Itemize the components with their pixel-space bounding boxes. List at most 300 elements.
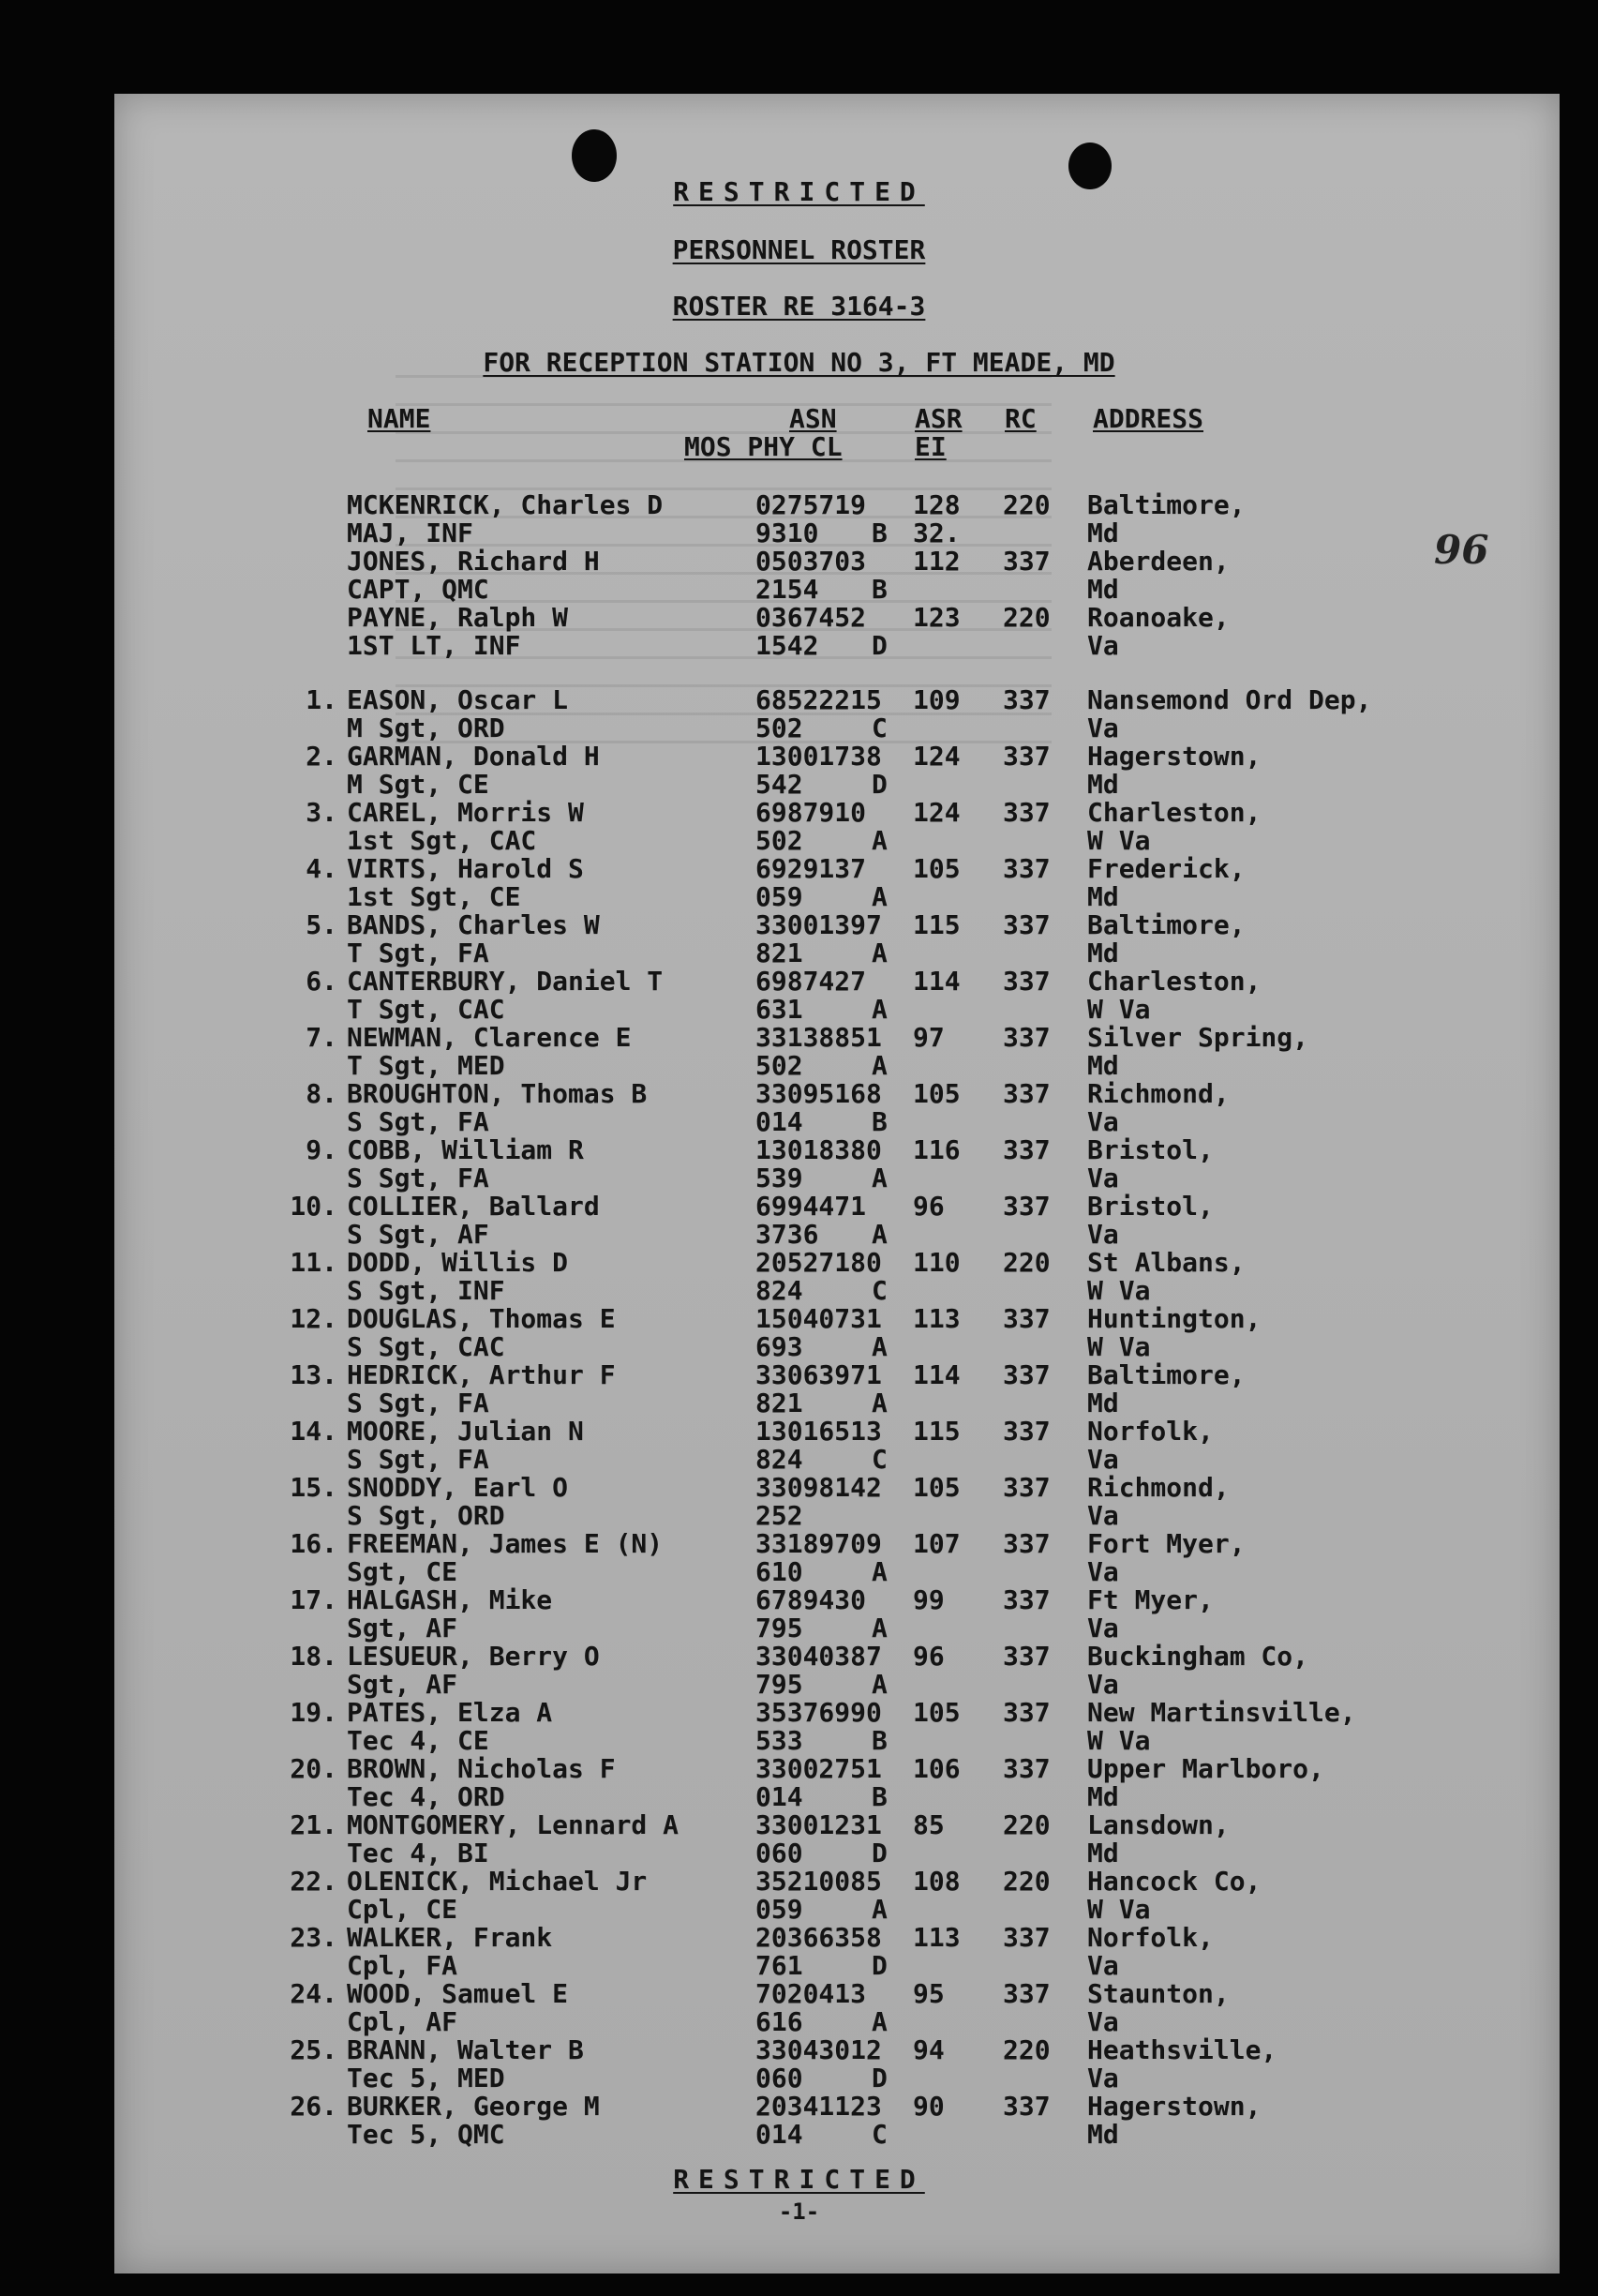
entry-name: DOUGLAS, Thomas E (347, 1303, 616, 1334)
col-header-name: NAME (367, 403, 431, 434)
entry-address-line1: New Martinsville, (1087, 1697, 1356, 1728)
entry-mos: 502 (755, 825, 803, 856)
entry-asr: 115 (913, 909, 961, 940)
entry-name: EASON, Oscar L (347, 684, 569, 715)
entry-rank-branch: Sgt, AF (347, 1613, 458, 1643)
entry-rank-branch: S Sgt, FA (347, 1163, 489, 1193)
entry-rc: 337 (1003, 1753, 1051, 1784)
entry-number: 20. (290, 1753, 337, 1784)
entry-asr: 105 (913, 1472, 961, 1503)
entry-number: 23. (290, 1922, 337, 1953)
entry-name: PATES, Elza A (347, 1697, 553, 1728)
entry-class: A (872, 1219, 888, 1250)
entry-address-line2: Va (1087, 1500, 1119, 1531)
col-header-rc: RC (1005, 403, 1037, 434)
entry-address-line2: Md (1087, 1838, 1119, 1868)
entry-mos: 502 (755, 713, 803, 743)
entry-rc: 337 (1003, 1359, 1051, 1390)
entry-address-line1: Heathsville, (1087, 2034, 1277, 2065)
roster-entry (0, 968, 1598, 1024)
entry-class: D (872, 769, 888, 800)
entry-mos: 502 (755, 1050, 803, 1081)
entry-class: C (872, 2119, 888, 2150)
entry-asr: 112 (913, 546, 961, 577)
entry-class: C (872, 1275, 888, 1306)
entry-address-line2: Md (1087, 518, 1119, 548)
entry-address-line1: Hagerstown, (1087, 2091, 1262, 2122)
entry-number: 5. (306, 909, 337, 940)
entry-rc: 337 (1003, 909, 1051, 940)
entry-rank-branch: Tec 5, QMC (347, 2119, 505, 2150)
entry-number: 22. (290, 1866, 337, 1897)
entry-class: D (872, 1838, 888, 1868)
entry-address-line2: Va (1087, 630, 1119, 661)
entry-name: NEWMAN, Clarence E (347, 1022, 632, 1053)
entry-asr: 114 (913, 966, 961, 997)
roster-entry (0, 1361, 1598, 1418)
entry-asr: 115 (913, 1416, 961, 1447)
roster-entry (0, 1868, 1598, 1924)
entry-rc: 220 (1003, 1866, 1051, 1897)
entry-number: 26. (290, 2091, 337, 2122)
entry-asn: 33095168 (755, 1078, 882, 1109)
entry-mos: 3736 (755, 1219, 819, 1250)
roster-entry (0, 1755, 1598, 1811)
entry-mos: 252 (755, 1500, 803, 1531)
entry-class: A (872, 1613, 888, 1643)
entry-address-line2: Md (1087, 881, 1119, 912)
entry-asn: 13001738 (755, 741, 882, 772)
entry-rank-branch: T Sgt, CAC (347, 994, 505, 1025)
roster-entry (0, 911, 1598, 968)
entry-asn: 33098142 (755, 1472, 882, 1503)
entry-rank-branch: Cpl, FA (347, 1950, 458, 1981)
entry-asn: 35210085 (755, 1866, 882, 1897)
entry-asn: 15040731 (755, 1303, 882, 1334)
entry-address-line2: Va (1087, 1950, 1119, 1981)
entry-number: 10. (290, 1191, 337, 1222)
entry-address-line1: Buckingham Co, (1087, 1641, 1309, 1672)
entry-asr: 94 (913, 2034, 945, 2065)
entry-mos: 014 (755, 2119, 803, 2150)
roster-entry (0, 1193, 1598, 1249)
entry-rc: 337 (1003, 1303, 1051, 1334)
entry-rank-branch: Sgt, AF (347, 1669, 458, 1700)
entry-address-line1: Charleston, (1087, 966, 1262, 997)
entry-address-line2: Va (1087, 1556, 1119, 1587)
entry-asn: 7020413 (755, 1978, 867, 2009)
roster-entry (0, 1699, 1598, 1755)
entry-address-line1: Bristol, (1087, 1191, 1214, 1222)
entry-class: B (872, 1106, 888, 1137)
entry-name: MONTGOMERY, Lennard A (347, 1809, 680, 1840)
entry-mos: 9310 (755, 518, 819, 548)
entry-mos: 1542 (755, 630, 819, 661)
entry-asn: 35376990 (755, 1697, 882, 1728)
entry-rank-branch: S Sgt, ORD (347, 1500, 505, 1531)
entry-rank-branch: CAPT, QMC (347, 574, 489, 605)
roster-entry (0, 1418, 1598, 1474)
entry-mos: 542 (755, 769, 803, 800)
entry-class: A (872, 1331, 888, 1362)
entry-address-line2: W Va (1087, 1725, 1151, 1756)
entry-mos: 795 (755, 1613, 803, 1643)
entry-address-line1: Silver Spring, (1087, 1022, 1309, 1053)
entry-address-line1: Charleston, (1087, 797, 1262, 828)
entry-number: 3. (306, 797, 337, 828)
entry-mos: 533 (755, 1725, 803, 1756)
entry-address-line1: Baltimore, (1087, 909, 1246, 940)
entry-number: 25. (290, 2034, 337, 2065)
entry-asn: 0275719 (755, 489, 867, 520)
entry-address-line2: W Va (1087, 1894, 1151, 1925)
roster-entry (0, 1530, 1598, 1586)
entry-number: 13. (290, 1359, 337, 1390)
entry-address-line1: Bristol, (1087, 1134, 1214, 1165)
entry-mos: 795 (755, 1669, 803, 1700)
entry-name: DODD, Willis D (347, 1247, 569, 1278)
entry-rc: 220 (1003, 1247, 1051, 1278)
entry-number: 19. (290, 1697, 337, 1728)
entry-rank-branch: 1st Sgt, CE (347, 881, 521, 912)
roster-entry (0, 1586, 1598, 1643)
entry-class: B (872, 518, 888, 548)
roster-entry (0, 799, 1598, 855)
col-header-ei: EI (915, 431, 947, 462)
entry-asr: 105 (913, 1078, 961, 1109)
entry-asr: 128 (913, 489, 961, 520)
entry-asr: 124 (913, 741, 961, 772)
entry-name: LESUEUR, Berry O (347, 1641, 600, 1672)
roster-entry (0, 1474, 1598, 1530)
entry-asr: 113 (913, 1922, 961, 1953)
entry-asr: 96 (913, 1641, 945, 1672)
entry-address-line1: Norfolk, (1087, 1416, 1214, 1447)
entry-rank-branch: S Sgt, FA (347, 1106, 489, 1137)
entry-name: VIRTS, Harold S (347, 853, 584, 884)
entry-rc: 337 (1003, 1922, 1051, 1953)
entry-rank-branch: S Sgt, AF (347, 1219, 489, 1250)
entry-rc: 337 (1003, 966, 1051, 997)
entry-mos: 2154 (755, 574, 819, 605)
entry-asn: 33043012 (755, 2034, 882, 2065)
entry-rank-branch: S Sgt, FA (347, 1444, 489, 1475)
entry-number: 16. (290, 1528, 337, 1559)
entry-asn: 6994471 (755, 1191, 867, 1222)
entry-number: 21. (290, 1809, 337, 1840)
entry-mos: 761 (755, 1950, 803, 1981)
entry-asr: 97 (913, 1022, 945, 1053)
entry-address-line2: Md (1087, 1781, 1119, 1812)
roster-entry (0, 604, 1598, 660)
entry-rc: 337 (1003, 741, 1051, 772)
entry-rc: 337 (1003, 1191, 1051, 1222)
entry-class: C (872, 713, 888, 743)
entry-name: COBB, William R (347, 1134, 584, 1165)
entry-asr: 95 (913, 1978, 945, 2009)
entry-rc: 337 (1003, 1978, 1051, 2009)
entry-address-line2: Md (1087, 574, 1119, 605)
entry-name: BROUGHTON, Thomas B (347, 1078, 648, 1109)
entry-asr: 105 (913, 1697, 961, 1728)
entry-class: A (872, 1050, 888, 1081)
entry-asn: 13016513 (755, 1416, 882, 1447)
entry-asr: 114 (913, 1359, 961, 1390)
entry-rc: 337 (1003, 1416, 1051, 1447)
entry-mos: 821 (755, 938, 803, 968)
entry-mos: 824 (755, 1444, 803, 1475)
entry-asn: 6987910 (755, 797, 867, 828)
entry-address-line2: Md (1087, 938, 1119, 968)
entry-number: 17. (290, 1584, 337, 1615)
entry-address-line1: Baltimore, (1087, 489, 1246, 520)
entry-name: JONES, Richard H (347, 546, 600, 577)
entry-address-line2: Md (1087, 2119, 1119, 2150)
entry-class: D (872, 630, 888, 661)
entry-number: 7. (306, 1022, 337, 1053)
entry-asn: 13018380 (755, 1134, 882, 1165)
entry-number: 12. (290, 1303, 337, 1334)
entry-rc: 220 (1003, 602, 1051, 633)
entry-class: B (872, 1725, 888, 1756)
document-title: PERSONNEL ROSTER (672, 234, 926, 265)
entry-number: 24. (290, 1978, 337, 2009)
entry-rc: 220 (1003, 2034, 1051, 2065)
roster-entry (0, 1924, 1598, 1980)
entry-asr: 124 (913, 797, 961, 828)
entry-asn: 6987427 (755, 966, 867, 997)
entry-asn: 0503703 (755, 546, 867, 577)
entry-number: 14. (290, 1416, 337, 1447)
entry-asr: 85 (913, 1809, 945, 1840)
entry-mos: 014 (755, 1781, 803, 1812)
entry-mos: 610 (755, 1556, 803, 1587)
entry-asn: 20366358 (755, 1922, 882, 1953)
entry-asn: 33138851 (755, 1022, 882, 1053)
page-number: -1- (778, 2198, 820, 2225)
entry-name: SNODDY, Earl O (347, 1472, 569, 1503)
entry-name: CANTERBURY, Daniel T (347, 966, 664, 997)
entry-class: A (872, 1163, 888, 1193)
entry-class: A (872, 1388, 888, 1418)
entry-rank-branch: 1st Sgt, CAC (347, 825, 537, 856)
entry-class: D (872, 2063, 888, 2093)
roster-entry (0, 2093, 1598, 2149)
entry-asn: 33063971 (755, 1359, 882, 1390)
roster-number: ROSTER RE 3164-3 (672, 291, 926, 322)
entry-address-line2: W Va (1087, 1275, 1151, 1306)
entry-asn: 33189709 (755, 1528, 882, 1559)
entry-rc: 337 (1003, 797, 1051, 828)
roster-entry (0, 1643, 1598, 1699)
entry-number: 1. (306, 684, 337, 715)
entry-number: 2. (306, 741, 337, 772)
entry-address-line1: Frederick, (1087, 853, 1246, 884)
entry-rank-branch: Tec 5, MED (347, 2063, 505, 2093)
roster-entry (0, 686, 1598, 743)
entry-rc: 337 (1003, 1022, 1051, 1053)
col-header-asn: ASN (789, 403, 837, 434)
entry-name: OLENICK, Michael Jr (347, 1866, 648, 1897)
entry-class: B (872, 574, 888, 605)
entry-mos: 693 (755, 1331, 803, 1362)
col-header-address: ADDRESS (1093, 403, 1204, 434)
entry-number: 4. (306, 853, 337, 884)
entry-mos: 060 (755, 2063, 803, 2093)
entry-address-line2: Va (1087, 1444, 1119, 1475)
entry-name: GARMAN, Donald H (347, 741, 600, 772)
entry-rank-branch: Cpl, CE (347, 1894, 458, 1925)
entry-name: HALGASH, Mike (347, 1584, 553, 1615)
entry-rc: 337 (1003, 853, 1051, 884)
entry-rc: 337 (1003, 546, 1051, 577)
roster-entry (0, 491, 1598, 548)
entry-mos: 539 (755, 1163, 803, 1193)
station-line: FOR RECEPTION STATION NO 3, FT MEADE, MD (483, 347, 1115, 378)
entry-rc: 337 (1003, 684, 1051, 715)
entry-address-line1: Ft Myer, (1087, 1584, 1214, 1615)
entry-address-line2: Va (1087, 1613, 1119, 1643)
entry-address-line1: Staunton, (1087, 1978, 1230, 2009)
entry-rank-branch: T Sgt, MED (347, 1050, 505, 1081)
entry-address-line2: Va (1087, 2063, 1119, 2093)
entry-name: WALKER, Frank (347, 1922, 553, 1953)
entry-asr: 108 (913, 1866, 961, 1897)
entry-asn: 33001231 (755, 1809, 882, 1840)
entry-name: BANDS, Charles W (347, 909, 600, 940)
entry-asr: 116 (913, 1134, 961, 1165)
entry-mos: 824 (755, 1275, 803, 1306)
roster-entry (0, 1080, 1598, 1136)
entry-address-line1: Richmond, (1087, 1472, 1230, 1503)
entry-name: BURKER, George M (347, 2091, 600, 2122)
entry-name: MCKENRICK, Charles D (347, 489, 664, 520)
entry-class: A (872, 1894, 888, 1925)
entry-address-line2: W Va (1087, 1331, 1151, 1362)
entry-name: WOOD, Samuel E (347, 1978, 569, 2009)
entry-mos: 631 (755, 994, 803, 1025)
entry-asn: 33001397 (755, 909, 882, 940)
punch-hole-left (572, 129, 617, 182)
entry-address-line1: Hancock Co, (1087, 1866, 1262, 1897)
entry-address-line1: Richmond, (1087, 1078, 1230, 1109)
entry-mos: 616 (755, 2006, 803, 2037)
entry-rank-branch: Tec 4, CE (347, 1725, 489, 1756)
entry-mos: 014 (755, 1106, 803, 1137)
entry-class: A (872, 881, 888, 912)
entry-address-line2: Md (1087, 1388, 1119, 1418)
entry-ei: 32. (913, 518, 961, 548)
entry-address-line2: W Va (1087, 994, 1151, 1025)
entry-name: HEDRICK, Arthur F (347, 1359, 616, 1390)
entry-name: BROWN, Nicholas F (347, 1753, 616, 1784)
entry-rank-branch: Tec 4, ORD (347, 1781, 505, 1812)
entry-asn: 20527180 (755, 1247, 882, 1278)
entry-class: A (872, 994, 888, 1025)
entry-asr: 96 (913, 1191, 945, 1222)
entry-asr: 105 (913, 853, 961, 884)
entry-address-line1: Lansdown, (1087, 1809, 1230, 1840)
entry-asn: 68522215 (755, 684, 882, 715)
entry-asr: 109 (913, 684, 961, 715)
entry-address-line2: W Va (1087, 825, 1151, 856)
entry-number: 18. (290, 1641, 337, 1672)
entry-address-line2: Va (1087, 1669, 1119, 1700)
entry-rank-branch: Sgt, CE (347, 1556, 458, 1587)
entry-rc: 220 (1003, 1809, 1051, 1840)
roster-entry (0, 1811, 1598, 1868)
entry-name: FREEMAN, James E (N) (347, 1528, 664, 1559)
entry-number: 15. (290, 1472, 337, 1503)
entry-rc: 337 (1003, 1078, 1051, 1109)
entry-asn: 20341123 (755, 2091, 882, 2122)
col-header-asr: ASR (915, 403, 963, 434)
entry-class: A (872, 825, 888, 856)
entry-rc: 337 (1003, 1134, 1051, 1165)
entry-rank-branch: Tec 4, BI (347, 1838, 489, 1868)
entry-address-line2: Md (1087, 769, 1119, 800)
roster-entry (0, 855, 1598, 911)
entry-rank-branch: MAJ, INF (347, 518, 473, 548)
roster-entry (0, 743, 1598, 799)
header-restricted: RESTRICTED (673, 176, 925, 207)
entry-address-line1: Fort Myer, (1087, 1528, 1246, 1559)
entry-address-line2: Va (1087, 2006, 1119, 2037)
entry-address-line1: Upper Marlboro, (1087, 1753, 1324, 1784)
entry-rc: 220 (1003, 489, 1051, 520)
footer-restricted: RESTRICTED (673, 2164, 925, 2195)
entry-class: B (872, 1781, 888, 1812)
col-header-mos-phy-cl: MOS PHY CL (684, 431, 843, 462)
entry-address-line1: Norfolk, (1087, 1922, 1214, 1953)
entry-asr: 123 (913, 602, 961, 633)
entry-name: MOORE, Julian N (347, 1416, 584, 1447)
entry-asn: 0367452 (755, 602, 867, 633)
entry-asn: 6789430 (755, 1584, 867, 1615)
entry-mos: 059 (755, 881, 803, 912)
entry-name: PAYNE, Ralph W (347, 602, 569, 633)
entry-class: D (872, 1950, 888, 1981)
entry-number: 9. (306, 1134, 337, 1165)
roster-entry (0, 1249, 1598, 1305)
entry-asr: 90 (913, 2091, 945, 2122)
entry-rank-branch: M Sgt, CE (347, 769, 489, 800)
entry-address-line1: Aberdeen, (1087, 546, 1230, 577)
entry-rc: 337 (1003, 1584, 1051, 1615)
entry-address-line2: Md (1087, 1050, 1119, 1081)
entry-rc: 337 (1003, 1528, 1051, 1559)
entry-asr: 106 (913, 1753, 961, 1784)
entry-rank-branch: S Sgt, INF (347, 1275, 505, 1306)
entry-rc: 337 (1003, 1641, 1051, 1672)
entry-rank-branch: 1ST LT, INF (347, 630, 521, 661)
entry-rc: 337 (1003, 1472, 1051, 1503)
entry-class: A (872, 1556, 888, 1587)
entry-address-line2: Va (1087, 1106, 1119, 1137)
entry-class: A (872, 2006, 888, 2037)
entry-address-line1: Baltimore, (1087, 1359, 1246, 1390)
entry-mos: 060 (755, 1838, 803, 1868)
entry-class: A (872, 938, 888, 968)
entry-rc: 337 (1003, 2091, 1051, 2122)
roster-entry (0, 1980, 1598, 2036)
entry-mos: 821 (755, 1388, 803, 1418)
margin-handwritten-number: 96 (1434, 527, 1489, 573)
entry-name: BRANN, Walter B (347, 2034, 584, 2065)
entry-rc: 337 (1003, 1697, 1051, 1728)
entry-mos: 059 (755, 1894, 803, 1925)
roster-entry (0, 1136, 1598, 1193)
